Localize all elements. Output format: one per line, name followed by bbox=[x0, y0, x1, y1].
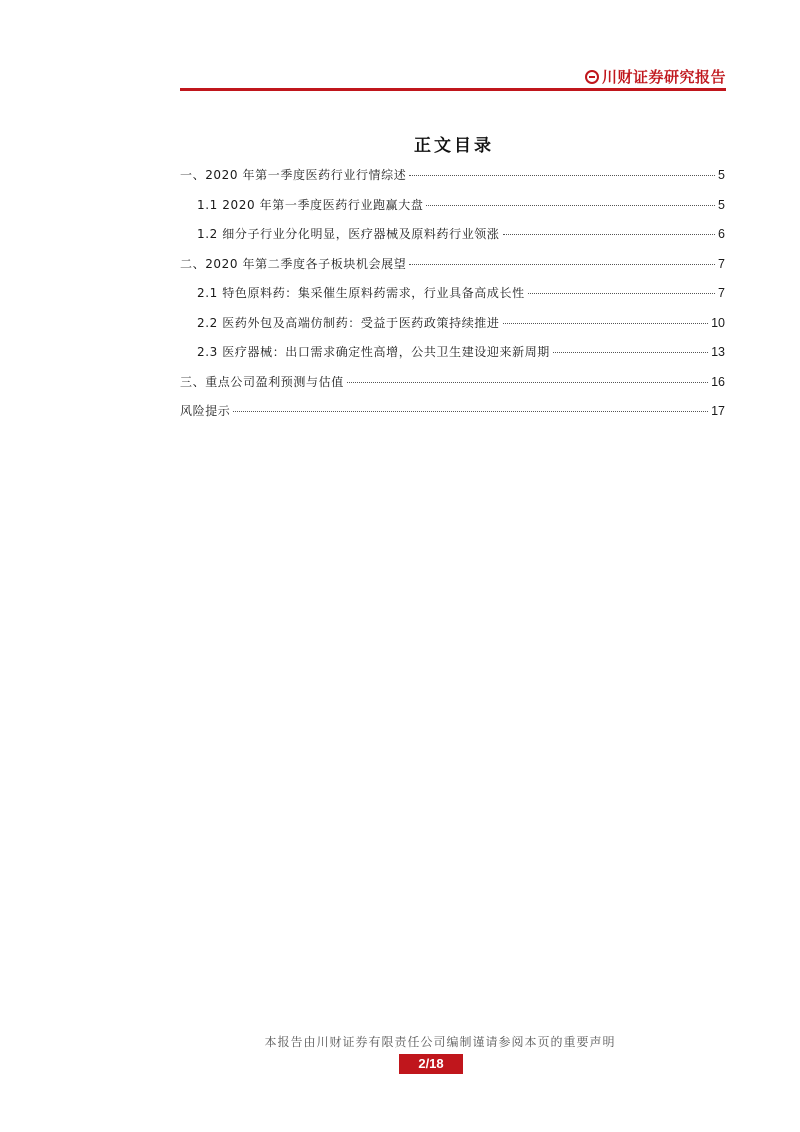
header-brand bbox=[585, 66, 726, 87]
toc-entry-label: 1.1 2020 年第一季度医药行业跑赢大盘 bbox=[197, 197, 424, 212]
page-number-badge: 2/18 bbox=[399, 1054, 463, 1074]
toc-leader-dots bbox=[233, 411, 708, 412]
toc-leader-dots bbox=[528, 293, 715, 294]
toc-entry-label: 2.3 医疗器械：出口需求确定性高增，公共卫生建设迎来新周期 bbox=[197, 345, 550, 359]
toc-entry[interactable] bbox=[180, 196, 725, 226]
toc-entry[interactable] bbox=[180, 166, 725, 196]
toc-entry[interactable] bbox=[180, 284, 725, 314]
toc-entry[interactable] bbox=[180, 373, 725, 403]
toc-entry-page: 5 bbox=[718, 197, 725, 212]
toc-leader-dots bbox=[503, 323, 709, 324]
toc-entry[interactable] bbox=[180, 343, 725, 373]
toc-entry[interactable] bbox=[180, 314, 725, 344]
footer-disclaimer: 本报告由川财证券有限责任公司编制谨请参阅本页的重要声明 bbox=[264, 1035, 616, 1049]
toc-leader-dots bbox=[409, 264, 715, 265]
toc-entry-label: 2.1 特色原料药：集采催生原料药需求，行业具备高成长性 bbox=[197, 286, 525, 300]
toc-entry-label: 三、重点公司盈利预测与估值 bbox=[180, 374, 344, 389]
toc-entry-page: 7 bbox=[718, 286, 725, 300]
header-divider bbox=[180, 88, 726, 91]
toc-entry-label: 风险提示 bbox=[180, 404, 231, 418]
toc-leader-dots bbox=[553, 352, 708, 353]
toc-leader-dots bbox=[503, 234, 716, 235]
toc-entry-page: 5 bbox=[718, 168, 725, 182]
toc-entry-label: 2.2 医药外包及高端仿制药：受益于医药政策持续推进 bbox=[197, 315, 500, 330]
toc-entry-label: 一、2020 年第一季度医药行业行情综述 bbox=[180, 168, 407, 182]
toc-entry-page: 16 bbox=[711, 374, 725, 389]
brand-name: 川财证券研究报告 bbox=[601, 68, 726, 86]
toc-entry[interactable] bbox=[180, 402, 725, 432]
toc-entry-page: 17 bbox=[711, 404, 725, 418]
toc-leader-dots bbox=[347, 382, 708, 383]
toc-leader-dots bbox=[426, 205, 715, 206]
toc-entry-label: 二、2020 年第二季度各子板块机会展望 bbox=[180, 256, 407, 271]
logo-icon bbox=[585, 70, 599, 84]
toc-entry[interactable] bbox=[180, 225, 725, 255]
toc-entry-label: 1.2 细分子行业分化明显，医疗器械及原料药行业领涨 bbox=[197, 227, 500, 241]
toc-entry-page: 7 bbox=[718, 256, 725, 271]
toc-entry-page: 13 bbox=[711, 345, 725, 359]
table-of-contents bbox=[180, 166, 725, 432]
toc-entry[interactable] bbox=[180, 255, 725, 285]
toc-entry-page: 10 bbox=[711, 315, 725, 330]
toc-leader-dots bbox=[409, 175, 715, 176]
toc-title: 正文目录 bbox=[414, 136, 494, 156]
toc-entry-page: 6 bbox=[718, 227, 725, 241]
